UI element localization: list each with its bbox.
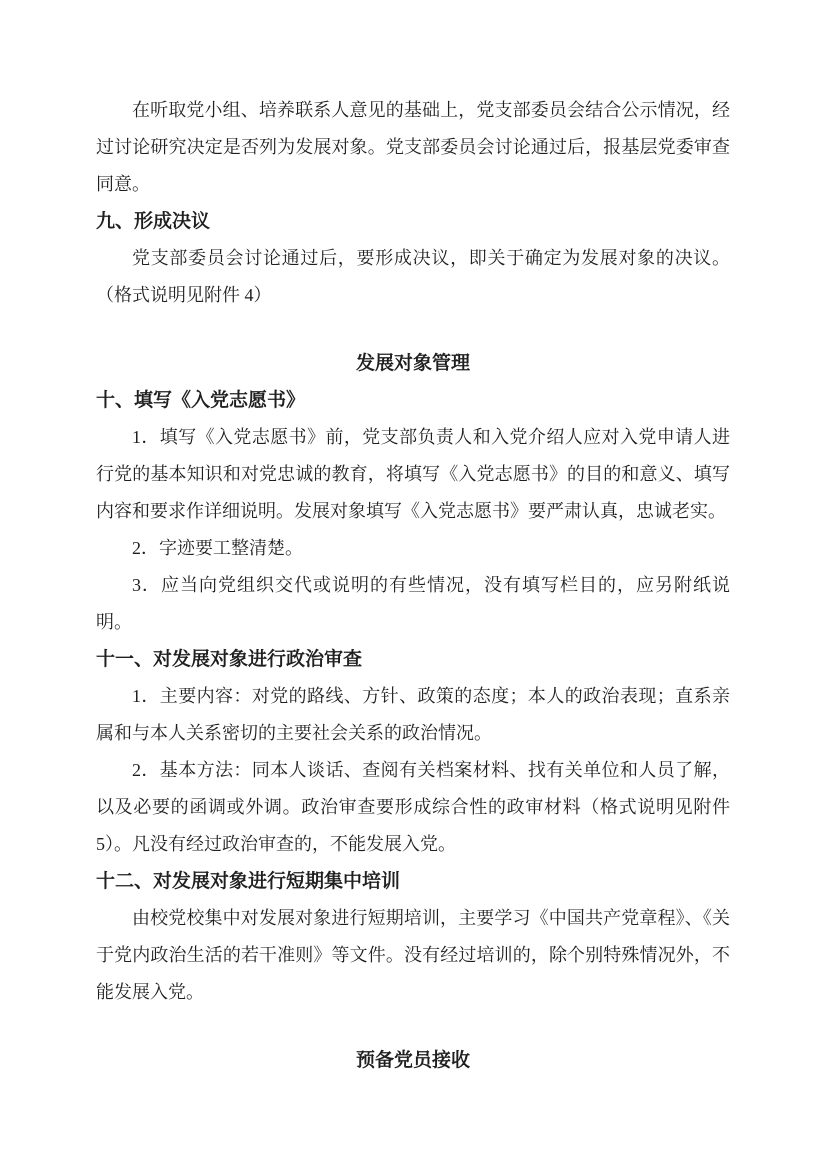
section-heading-11: 十一、对发展对象进行政治审查	[96, 649, 363, 670]
paragraph: 由校党校集中对发展对象进行短期培训，主要学习《中国共产党章程》、《关于党内政治生活的若干准则》等文件。没有经过培训的，除个别特殊情况外，不能发展入党。	[96, 908, 730, 1002]
chapter-heading-probationary-members: 预备党员接收	[355, 1050, 470, 1071]
paragraph: 在听取党小组、培养联系人意见的基础上，党支部委员会结合公示情况，经过讨论研究决定是否列为发展对象。党支部委员会讨论通过后，报基层党委审查同意。	[96, 100, 730, 194]
paragraph: 1．填写《入党志愿书》前，党支部负责人和入党介绍人应对入党申请人进行党的基本知识和对党忠诚的教育，将填写《入党志愿书》的目的和意义、填写内容和要求作详细说明。发展对象填写《入党志愿书》要严肃认真，忠诚老实。	[96, 427, 730, 521]
paragraph: 党支部委员会讨论通过后，要形成决议，即关于确定为发展对象的决议。（格式说明见附件 4）	[96, 248, 730, 305]
section-heading-12: 十二、对发展对象进行短期集中培训	[96, 871, 401, 892]
paragraph: 2．字迹要工整清楚。	[132, 538, 303, 558]
paragraph: 1．主要内容：对党的路线、方针、政策的态度；本人的政治表现；直系亲属和与本人关系密切的主要社会关系的政治情况。	[96, 686, 730, 743]
section-heading-9: 九、形成决议	[96, 211, 211, 232]
chapter-heading-development-targets: 发展对象管理	[355, 353, 470, 374]
document-content	[96, 92, 730, 1079]
paragraph: 3．应当向党组织交代或说明的有些情况，没有填写栏目的，应另附纸说明。	[96, 575, 730, 632]
section-heading-10: 十、填写《入党志愿书》	[96, 390, 306, 411]
paragraph: 2．基本方法：同本人谈话、查阅有关档案材料、找有关单位和人员了解，以及必要的函调或外调。政治审查要形成综合性的政审材料（格式说明见附件5）。凡没有经过政治审查的，不能发展入党。	[96, 760, 730, 854]
